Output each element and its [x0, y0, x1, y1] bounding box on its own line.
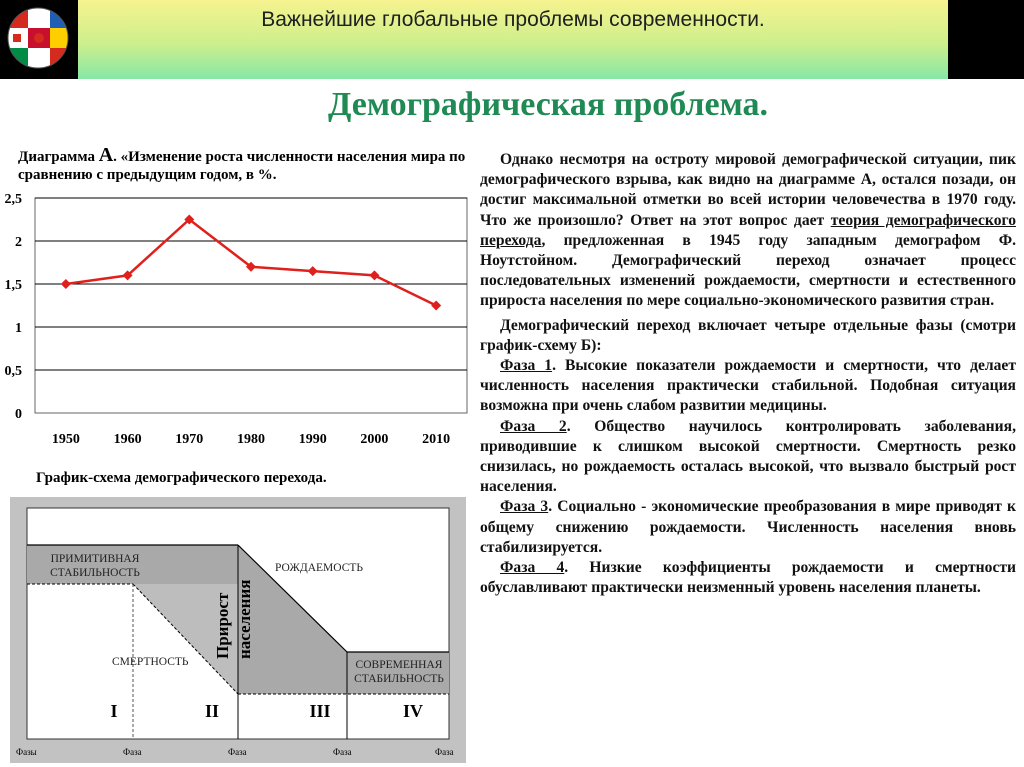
primitive-label-2: СТАБИЛЬНОСТЬ [50, 567, 140, 579]
paragraph-intro: Однако несмотря на остроту мировой демографической ситуации, пик демографического взрыва, как видно на диаграмме А, остался позади, он достиг максимальной отметки во всей истории человечества в 1970 году. Что же произошло? Ответ на этот вопрос дает теория демографического перехода, предложенная в 1945 году западным демографом Ф. Ноутстойном. Демографический переход означает процесс последовательных изменений рождаемости, смертности и естественного прироста населения по мере социально-экономического развития стран. [480, 151, 1016, 310]
x-tick-label: 1950 [51, 432, 80, 447]
phase-2-link[interactable]: Фаза 2 [500, 417, 567, 435]
primitive-label-1: ПРИМИТИВНАЯ [50, 553, 140, 565]
axis-label-phase-3: Фаза [333, 747, 352, 757]
y-tick-label: 2 [15, 235, 22, 250]
phase-numeral-3: III [309, 701, 331, 721]
plot-area [35, 198, 467, 413]
paragraph-phase-1: Фаза 1. Высокие показатели рождаемости и смертности, что делает численность населения практически стабильной. Подобная ситуация возможна при очень слабом развитии медицины. [480, 357, 1017, 415]
phase-4-link[interactable]: Фаза 4 [500, 559, 565, 577]
axis-label-phase-4: Фаза [435, 747, 454, 757]
paragraph-phase-4: Фаза 4. Низкие коэффициенты рождаемости и смертности обуславливают практически неизменный уровень населения планеты. [480, 559, 1017, 597]
y-tick-label: 1 [15, 321, 22, 336]
y-tick-label: 2,5 [4, 192, 22, 207]
phase-numeral-4: IV [402, 701, 424, 721]
paragraph-phases-intro: Демографический переход включает четыре отдельные фазы (смотри график-схему Б): [480, 316, 1016, 354]
chart-caption-text: . «Изменение роста численности населения мира по сравнению с предыдущим годом, в %. [18, 149, 466, 183]
phase-1-link[interactable]: Фаза 1 [500, 357, 553, 375]
header-right-panel [948, 0, 1024, 79]
x-tick-label: 2000 [360, 432, 389, 447]
death-label: СМЕРТНОСТЬ [112, 656, 189, 668]
axis-label-phases: Фазы [16, 747, 37, 757]
header-left-panel [0, 0, 78, 79]
birth-label: РОЖДАЕМОСТЬ [275, 562, 364, 574]
x-tick-label: 1970 [175, 432, 204, 447]
header-title: Важнейшие глобальные проблемы современности. [261, 8, 765, 31]
chart-caption-letter: А [98, 144, 114, 166]
phase-3-link[interactable]: Фаза 3 [500, 498, 549, 516]
x-tick-label: 2010 [422, 432, 451, 447]
globe-flags-icon [6, 6, 70, 70]
demographic-transition-scheme [10, 497, 466, 763]
axis-label-phase-2: Фаза [228, 747, 247, 757]
axis-label-phase-1: Фаза [123, 747, 142, 757]
y-tick-label: 0,5 [4, 364, 22, 379]
growth-label-2: населения [235, 579, 254, 659]
phase-numeral-2: II [204, 701, 220, 721]
article-text [480, 150, 1016, 598]
x-tick-label: 1960 [113, 432, 142, 447]
phase-numeral-1: I [110, 701, 118, 721]
growth-label-1: Прирост [213, 592, 232, 659]
scheme-title: График-схема демографического перехода. [36, 470, 327, 486]
modern-label-2: СТАБИЛЬНОСТЬ [354, 673, 444, 685]
paragraph-phase-2: Фаза 2. Общество научилось контролировать заболевания, приводившие к слишком высокой смертности. Смертность резко снизилась, но рождаемость осталась высокой, что вызвало быстрый рост населения. [480, 417, 1016, 496]
paragraph-phase-3: Фаза 3. Социально - экономические преобразования в мире приводят к общему снижению рождаемости. Численность населения вновь стабилизируется. [480, 498, 1017, 556]
transition-theory-link[interactable]: теория демографического перехода [480, 211, 1016, 249]
modern-label-1: СОВРЕМЕННАЯ [355, 659, 443, 671]
page-title: Демографическая проблема. [327, 86, 769, 123]
chart-caption-prefix: Диаграмма [18, 149, 99, 165]
x-tick-label: 1980 [237, 432, 265, 447]
y-tick-label: 0 [15, 407, 22, 422]
y-tick-label: 1,5 [4, 278, 22, 293]
population-growth-line-chart [0, 185, 475, 455]
chart-caption [18, 146, 478, 184]
x-tick-label: 1990 [298, 432, 327, 447]
